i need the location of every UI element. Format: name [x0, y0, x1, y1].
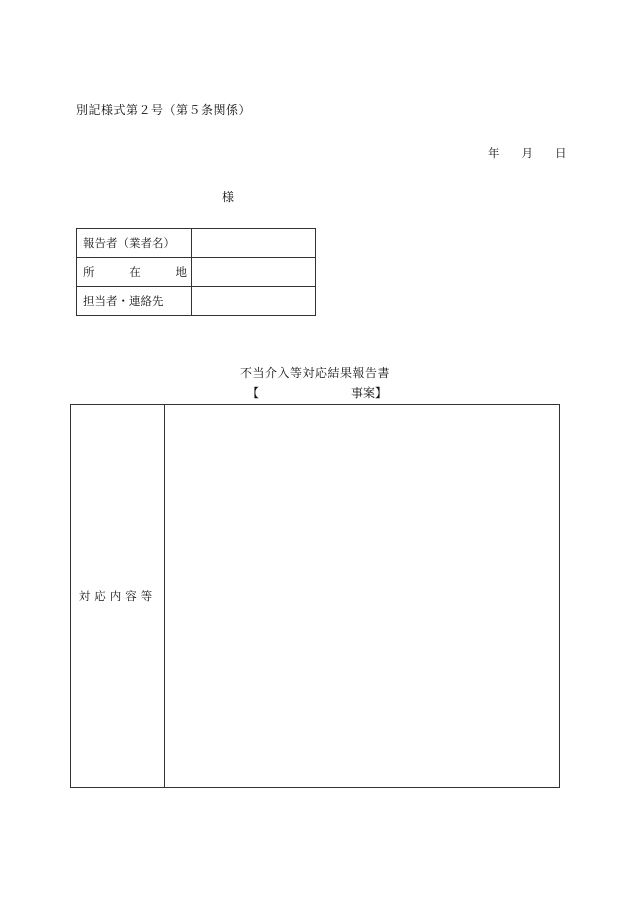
case-open-bracket: 【 [247, 386, 260, 400]
reporter-address-label: 所 在 地 [77, 258, 192, 287]
date-day-label: 日 [555, 146, 567, 160]
reporter-contact-label: 担当者・連絡先 [77, 287, 192, 316]
reporter-name-field[interactable] [192, 229, 316, 258]
reporter-name-label: 報告者（業者名） [77, 229, 192, 258]
date-month-label: 月 [521, 146, 533, 160]
response-details-box [70, 404, 560, 788]
response-details-label: 対応内容等 [71, 405, 165, 787]
case-suffix: 事案】 [350, 386, 387, 400]
response-details-field[interactable] [165, 405, 559, 787]
date-line [488, 145, 567, 161]
reporter-address-field[interactable] [192, 258, 316, 287]
addressee-suffix: 様 [222, 190, 235, 204]
form-number: 別記様式第２号（第５条関係） [76, 103, 252, 117]
date-year-label: 年 [488, 146, 500, 160]
reporter-row-name [77, 229, 316, 258]
case-line [247, 384, 387, 401]
reporter-row-contact [77, 287, 316, 316]
reporter-contact-field[interactable] [192, 287, 316, 316]
reporter-table [76, 228, 316, 316]
reporter-row-address [77, 258, 316, 287]
report-title: 不当介入等対応結果報告書 [239, 366, 390, 380]
